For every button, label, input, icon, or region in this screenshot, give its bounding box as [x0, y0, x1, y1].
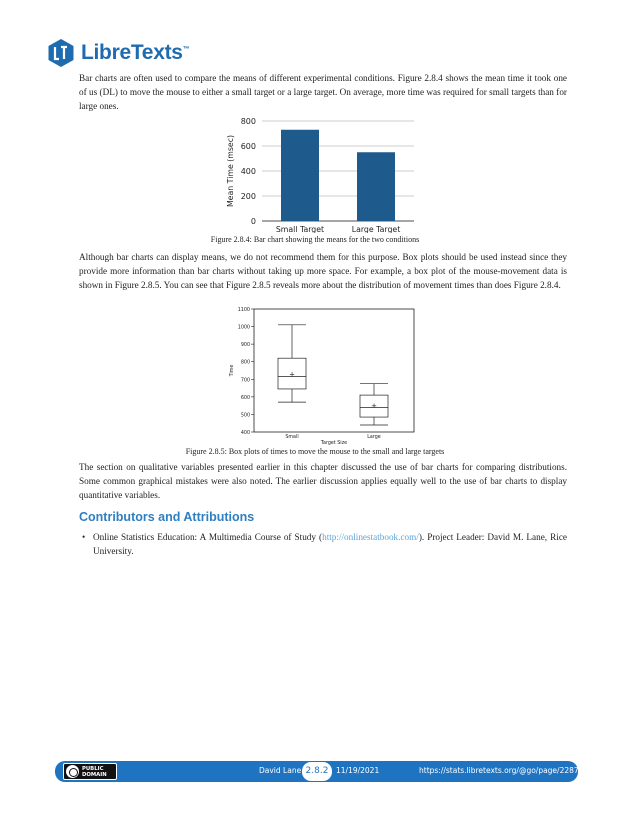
x-tick-label: Small: [285, 435, 299, 440]
body-paragraph-1: Bar charts are often used to compare the means of different experimental conditions. Figure 2.8.4 shows the mean time it took one of us (DL) to move the mouse to either a small target or a large target. On average, more time was required for small targets than for large ones.: [79, 73, 567, 112]
bar: [357, 152, 395, 221]
x-tick-label: Large Target: [351, 225, 401, 233]
libretexts-logo-icon: [46, 38, 76, 68]
y-tick-label: 400: [240, 431, 250, 436]
y-tick-label: 600: [240, 142, 256, 151]
public-domain-label: PUBLIC DOMAIN: [82, 765, 107, 778]
y-tick-label: 500: [240, 413, 250, 419]
body-paragraph-3: The section on qualitative variables presented earlier in this chapter discussed the use of bar charts for comparing distributions. Some common graphical mistakes were also noted. The earlier discussion applies equally well to the use of bar charts to display quantitative variables.: [79, 462, 567, 501]
footer-bar: [55, 761, 578, 782]
y-tick-label: 200: [240, 192, 256, 201]
y-tick-label: 800: [240, 117, 256, 126]
public-domain-icon: [66, 765, 79, 778]
x-tick-label: Large: [367, 435, 381, 440]
bar: [281, 130, 319, 221]
y-tick-label: 800: [240, 360, 250, 366]
footer-page-number: 2.8.2: [302, 762, 332, 781]
x-tick-label: Small Target: [275, 225, 325, 233]
section-heading-contributors: Contributors and Attributions: [79, 510, 255, 524]
libretexts-logo[interactable]: [46, 38, 189, 68]
bar-chart: [222, 115, 422, 233]
footer-url-link[interactable]: https://stats.libretexts.org/@go/page/2287: [419, 766, 579, 775]
footer-author: David Lane: [259, 766, 302, 775]
onlinestatbook-link[interactable]: http://onlinestatbook.com/: [322, 532, 419, 542]
mean-marker: +: [289, 370, 295, 379]
body-paragraph-2: Although bar charts can display means, we do not recommend them for this purpose. Box plots should be used instead since they provide more information than bar charts without taking up more space. For example, a box plot of the mouse-movement data is shown in Figure 2.8.5. You can see that Figure 2.8.5 reveals more about the distribution of movement times than does Figure 2.8.4.: [79, 252, 567, 291]
list-item: [79, 530, 567, 558]
box-plot: [222, 305, 422, 445]
figure-caption-bar-chart: Figure 2.8.4: Bar chart showing the means for the two conditions: [210, 235, 420, 244]
y-tick-label: 900: [240, 343, 250, 349]
y-tick-label: 700: [240, 378, 250, 384]
y-axis-label: Mean Time (msec): [226, 134, 235, 208]
public-domain-badge[interactable]: [63, 763, 117, 780]
list-item-text-before: Online Statistics Education: A Multimedia Course of Study (: [93, 532, 323, 542]
y-tick-label: 600: [240, 395, 250, 401]
y-tick-label: 1000: [237, 325, 250, 331]
libretexts-wordmark: LibreTexts™: [81, 41, 190, 64]
list-item-text-after: ). Project Leader: David M. Lane, Rice University.: [93, 532, 567, 557]
mean-marker: +: [371, 402, 377, 411]
y-tick-label: 400: [240, 167, 256, 176]
y-axis-label: Time: [230, 364, 235, 377]
y-tick-label: 0: [250, 217, 256, 226]
bullet-dot: •: [82, 532, 86, 542]
x-axis-label: Target Size: [320, 441, 348, 445]
footer-date: 11/19/2021: [336, 766, 380, 775]
figure-caption-box-plot: Figure 2.8.5: Box plots of times to move the mouse to the small and large targets: [185, 447, 445, 456]
y-tick-label: 1100: [237, 308, 250, 313]
